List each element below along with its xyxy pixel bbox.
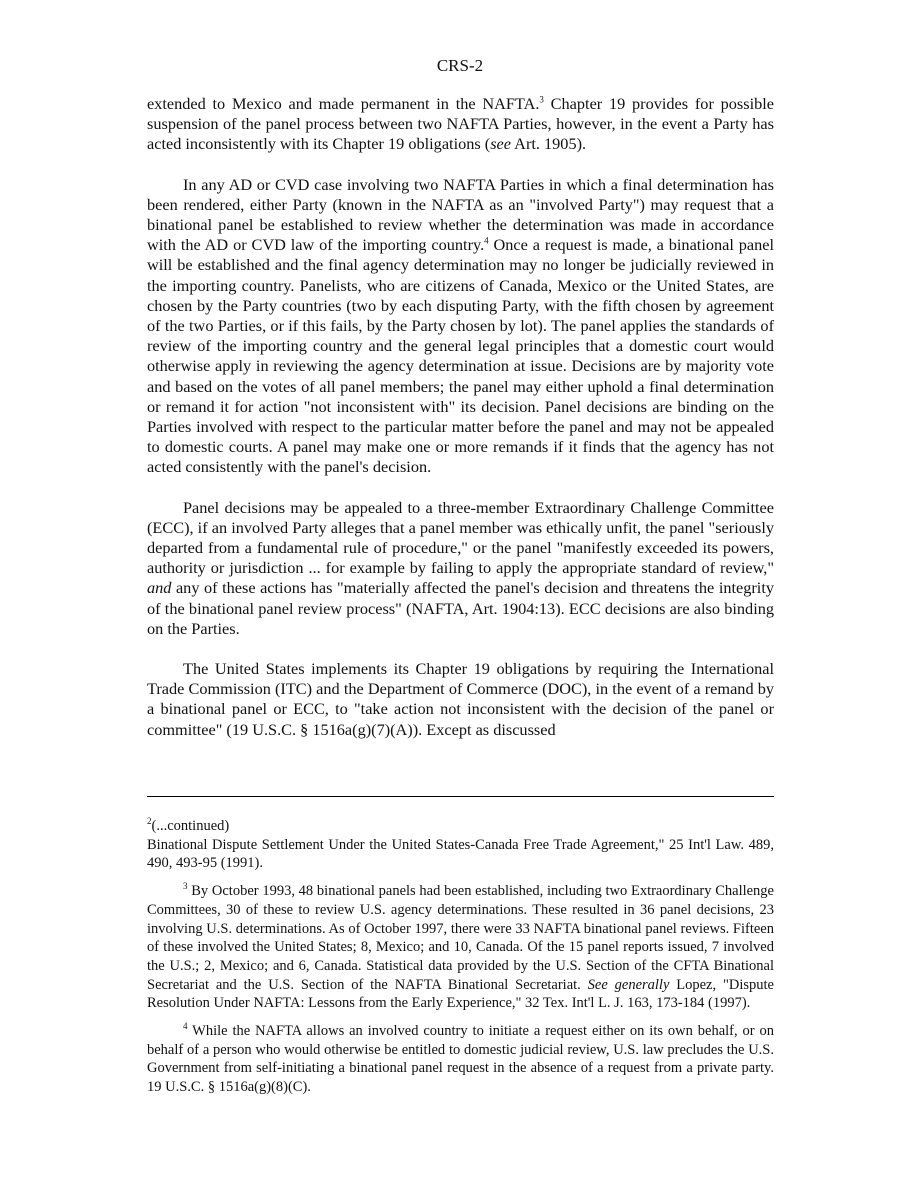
footnote-3-text-a: By October 1993, 48 binational panels had been established, including two Extraordinary Challenge Committees, 30 of these to review U.S. agency determinations. These resulted in 36 panel decisions, 23 involving U.S. determinations. As of October 1997, there were 33 NAFTA binational panel reviews. Fifteen of these involved the United States; 8, Mexico; and 10, Canada. Of the 15 panel reports issued, 7 involved the U.S.; 2, Mexico; and 6, Canada. Statistical data provided by the U.S. Section of the CFTA Binational Secretariat and the U.S. Section of the NAFTA Binational Secretariat. xyxy=(147,883,774,993)
footnote-2 xyxy=(147,817,774,873)
paragraph-2 xyxy=(147,175,774,478)
paragraph-2-text-a: In any AD or CVD case involving two NAFTA Parties in which a final determination has been rendered, either Party (known in the NAFTA as an "involved Party") may request that a binational panel be established to review whether the determination was made in accordance with the AD or CVD law of the importing country. xyxy=(147,174,774,255)
footnote-4-marker: 4 xyxy=(183,1021,188,1032)
paragraph-3-text-a: Panel decisions may be appealed to a three-member Extraordinary Challenge Committee (ECC), if an involved Party alleges that a panel member was ethically unfit, the panel "seriously departed from a fundamental rule of procedure," or the panel "manifestly exceeded its powers, authority or jurisdiction ... for example by failing to apply the appropriate standard of review," xyxy=(147,497,774,578)
page-header: CRS-2 xyxy=(436,56,484,75)
footnote-3-text-b: Lopez, "Dispute Resolution Under NAFTA: Lessons from the Early Experience," 32 Tex. Int'l L. J. 163, 173-184 (1997). xyxy=(147,976,774,1012)
paragraph-1-text-a: extended to Mexico and made permanent in the NAFTA. xyxy=(147,94,540,113)
paragraph-3-text-b: any of these actions has "materially affected the panel's decision and threatens the integrity of the binational panel review process" (NAFTA, Art. 1904:13). ECC decisions are also binding on the Parties. xyxy=(147,578,774,638)
paragraph-1-text-b: Chapter 19 provides for possible suspension of the panel process between two NAFTA Parties, however, in the event a Party has acted inconsistently with its Chapter 19 obligations ( xyxy=(147,94,775,154)
paragraph-4 xyxy=(147,659,774,740)
footnote-3-emphasis: See generally xyxy=(587,976,670,993)
footnote-separator xyxy=(147,796,774,797)
footnote-ref-4: 4 xyxy=(484,235,489,246)
main-text xyxy=(147,94,774,760)
footnote-2-text: Binational Dispute Settlement Under the United States-Canada Free Trade Agreement," 25 Int'l Law. 489, 490, 493-95 (1991). xyxy=(147,836,774,872)
paragraph-4-text: The United States implements its Chapter 19 obligations by requiring the International Trade Commission (ITC) and the Department of Commerce (DOC), in the event of a remand by a binational panel or ECC, to "take action not inconsistent with the decision of the panel or committee" (19 U.S.C. § 1516a(g)(7)(A)). Except as discussed xyxy=(147,659,774,739)
footnote-2-marker: 2 xyxy=(147,816,152,827)
paragraph-2-text-b: Once a request is made, a binational panel will be established and the final agency determination may no longer be judicially reviewed in the importing country. Panelists, who are citizens of Canada, Mexico or the United States, are chosen by the Party countries (two by each disputing Party, with the fifth chosen by agreement of the two Parties, or if this fails, by the Party chosen by lot). The panel applies the standards of review of the importing country and the general legal principles that a domestic court would otherwise apply in reviewing the agency determination at issue. Decisions are by majority vote and based on the votes of all panel members; the panel may either uphold a final determination or remand it for action "not inconsistent with" its decision. Panel decisions are binding on the Parties involved with respect to the particular matter before the panel and may not be appealed to domestic courts. A panel may make one or more remands if it finds that the agency has not acted consistently with the panel's decision. xyxy=(147,235,774,477)
footnotes xyxy=(147,817,774,1106)
paragraph-1-text-c: Art. 1905). xyxy=(511,134,587,154)
footnote-4 xyxy=(147,1022,774,1097)
footnote-2-head: (...continued) xyxy=(151,818,230,834)
footnote-ref-3: 3 xyxy=(539,94,544,105)
paragraph-1-emphasis: see xyxy=(490,134,512,154)
footnote-4-text: While the NAFTA allows an involved country to initiate a request either on its own behalf, or on behalf of a person who would otherwise be entitled to domestic judicial review, U.S. law precludes the U.S. Government from self-initiating a binational panel request in the absence of a request from a private party. 19 U.S.C. § 1516a(g)(8)(C). xyxy=(147,1023,774,1096)
footnote-3-marker: 3 xyxy=(183,881,188,892)
paragraph-3-emphasis: and xyxy=(147,578,172,598)
paragraph-3 xyxy=(147,498,774,639)
footnote-3 xyxy=(147,882,774,1013)
paragraph-1 xyxy=(147,94,774,155)
